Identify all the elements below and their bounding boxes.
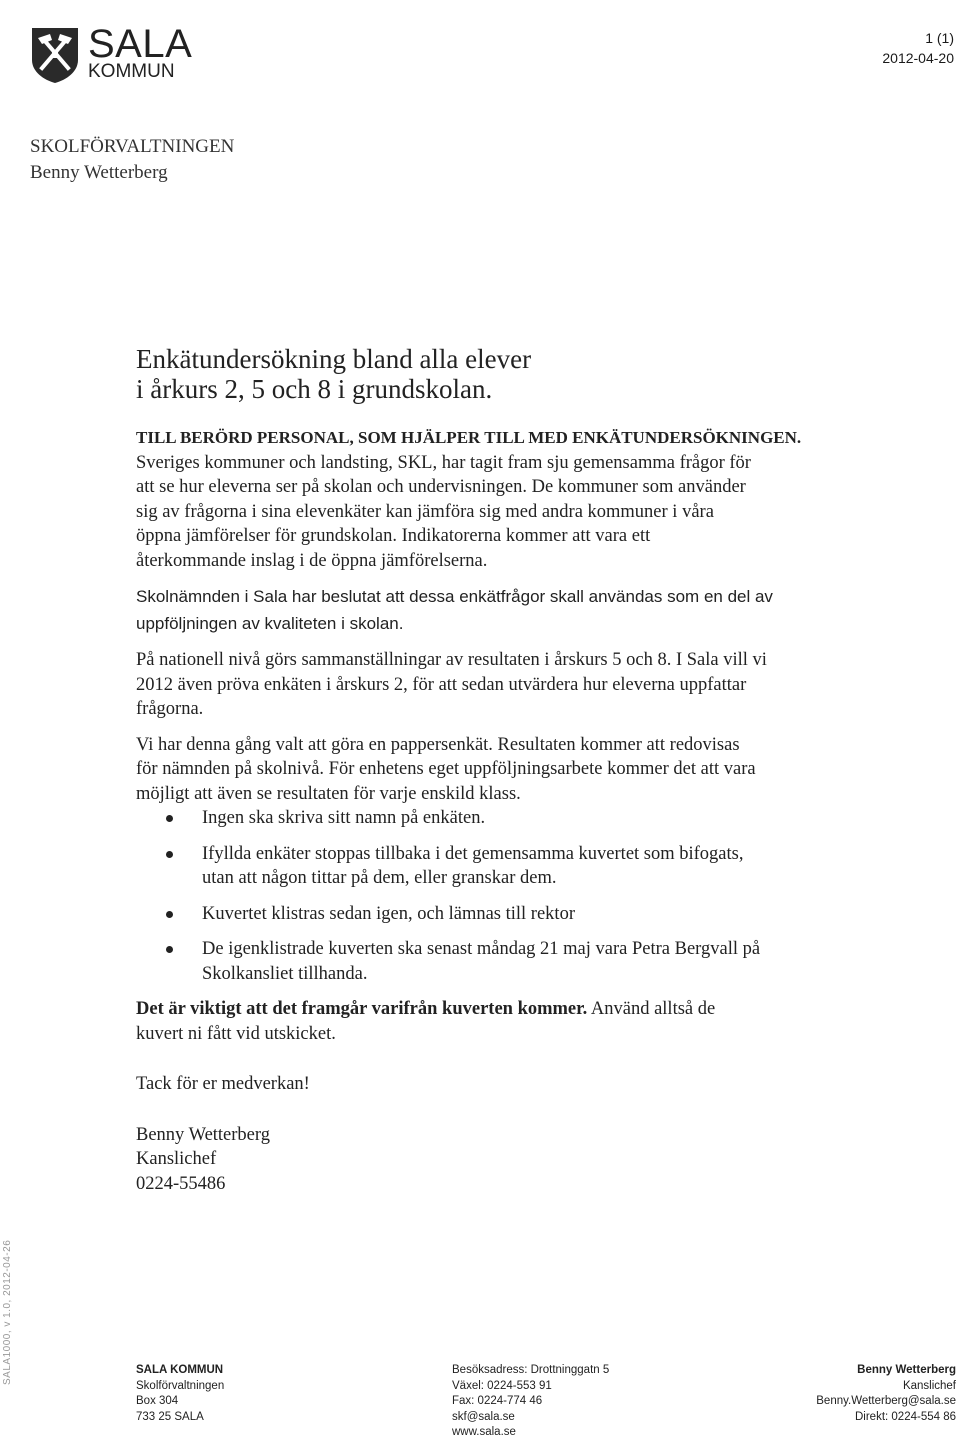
page-number: 1 (1)	[925, 30, 954, 46]
signature-title: Kanslichef	[136, 1149, 217, 1169]
bullet-icon	[166, 815, 173, 822]
bullet-3-line-1: Kuvertet klistras sedan igen, och lämnas till rektor	[202, 903, 575, 924]
p4-line-1: Vi har denna gång valt att göra en pappersenkät. Resultaten kommer att redovisas	[136, 734, 740, 755]
footer-person	[816, 1363, 956, 1425]
body-heading: TILL BERÖRD PERSONAL, SOM HJÄLPER TILL MED ENKÄTUNDERSÖKNINGEN.	[136, 428, 802, 447]
important-line-2: kuvert ni fått vid utskicket.	[136, 1023, 336, 1044]
p3-line-1: På nationell nivå görs sammanställningar av resultaten i årskurs 5 och 8.	[136, 650, 672, 670]
thanks-line: Tack för er medverkan!	[136, 1074, 310, 1094]
side-document-stamp: SALA1000, v 1.0, 2012-04-26	[2, 1239, 13, 1385]
sender-name: Benny Wetterberg	[30, 162, 168, 183]
footer-org-name: SALA KOMMUN	[136, 1364, 224, 1376]
logo-wordmark-sala: SALA	[88, 22, 193, 66]
footer-org-postal: 733 25 SALA	[136, 1410, 204, 1423]
intro-paragraph	[136, 451, 866, 574]
list-item	[136, 937, 866, 986]
footer-org-department: Skolförvaltningen	[136, 1379, 225, 1392]
important-bold-text: Det är viktigt att det framgår varifrån kuverten kommer.	[136, 999, 588, 1019]
logo-wordmark-kommun: KOMMUN	[88, 61, 175, 82]
footer-fax: Fax: 0224-774 46	[452, 1395, 543, 1407]
p4-line-2: för nämnden på skolnivå. För enhetens eget uppföljningsarbete kommer det att vara	[136, 759, 756, 779]
bullet-2-line-1: Ifyllda enkäter stoppas tillbaka i det gemensamma kuvertet som bifogats,	[202, 843, 744, 864]
bullet-4-line-2: Skolkansliet tillhanda.	[202, 963, 368, 984]
intro-line-2b: De kommuner som använder	[526, 477, 746, 497]
footer-contact	[452, 1363, 609, 1441]
intro-line-5: återkommande inslag i de öppna jämförelserna.	[136, 550, 488, 571]
important-note	[136, 997, 866, 1046]
paragraph-4	[136, 733, 866, 807]
intro-line-1: Sveriges kommuner och landsting, SKL, har tagit fram sju gemensamma frågor för	[136, 452, 751, 473]
signature-name: Benny Wetterberg	[136, 1124, 270, 1145]
intro-line-2: att se hur eleverna ser på skolan och undervisningen.	[136, 477, 527, 497]
p4-line-3: möjligt att även se resultaten för varje enskild klass.	[136, 783, 521, 804]
document-date: 2012-04-20	[882, 50, 954, 66]
intro-line-4b: Indikatorerna kommer att vara ett	[396, 526, 651, 546]
footer-person-name: Benny Wetterberg	[857, 1364, 956, 1376]
bullet-icon	[166, 851, 173, 858]
document-title	[136, 344, 531, 404]
paragraph-2	[136, 584, 866, 637]
footer-switchboard: Växel: 0224-553 91	[452, 1379, 552, 1392]
footer-org-box: Box 304	[136, 1395, 179, 1407]
bullet-2-line-2: utan att någon tittar på dem, eller granskar dem.	[202, 868, 557, 888]
list-item	[136, 842, 866, 891]
intro-line-4: öppna jämförelser för grundskolan.	[136, 526, 397, 546]
bullet-4-line-1: De igenklistrade kuverten ska senast måndag 21 maj vara Petra Bergvall på	[202, 939, 761, 959]
signature-phone: 0224-55486	[136, 1173, 226, 1194]
letter-body	[136, 426, 866, 1196]
p3-line-2: 2012 även pröva enkäten i årskurs 2, för att sedan utvärdera hur eleverna uppfattar	[136, 674, 747, 695]
sala-kommun-logo-icon	[30, 26, 80, 84]
p2-line-2: uppföljningen av kvaliteten i skolan.	[136, 613, 404, 633]
paragraph-3	[136, 648, 866, 722]
footer-website: www.sala.se	[452, 1426, 516, 1438]
footer-organisation	[136, 1363, 224, 1425]
p3-line-3: frågorna.	[136, 699, 204, 719]
sender-department: SKOLFÖRVALTNINGEN	[30, 136, 235, 157]
footer-person-direct: Direkt: 0224-554 86	[854, 1410, 956, 1423]
instruction-list	[136, 806, 866, 986]
p3-line-1b: I Sala vill vi	[671, 650, 767, 670]
bullet-1-line-1: Ingen ska skriva sitt namn på enkäten.	[202, 808, 486, 828]
footer-email: skf@sala.se	[452, 1410, 515, 1423]
footer-person-title: Kanslichef	[902, 1379, 956, 1392]
footer-person-email: Benny.Wetterberg@sala.se	[816, 1395, 956, 1407]
intro-line-3: sig av frågorna i sina elevenkäter kan jämföra sig med andra kommuner i våra	[136, 501, 714, 522]
list-item	[136, 806, 866, 831]
title-line-1: Enkätundersökning bland alla elever	[136, 344, 532, 374]
bullet-icon	[166, 911, 173, 918]
p2-line-1: Skolnämnden i Sala har beslutat att dessa enkätfrågor skall användas som en del av	[136, 587, 773, 606]
bullet-icon	[166, 946, 173, 953]
important-rest: Använd alltså de	[587, 999, 716, 1019]
title-line-2: i årkurs 2, 5 och 8 i grundskolan.	[136, 374, 493, 404]
list-item	[136, 902, 866, 927]
signature-block	[136, 1123, 866, 1197]
footer-visit-address: Besöksadress: Drottninggatn 5	[452, 1364, 610, 1376]
